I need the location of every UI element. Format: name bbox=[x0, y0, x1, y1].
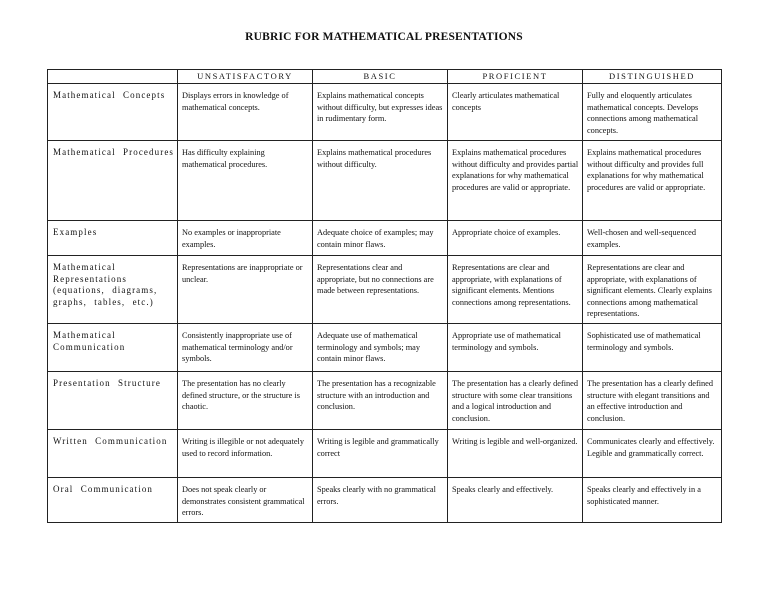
unsatisfactory-cell: The presentation has no clearly defined structure, or the structure is chaotic. bbox=[178, 372, 313, 430]
header-blank bbox=[48, 70, 178, 84]
distinguished-cell: Sophisticated use of mathematical terminology and symbols. bbox=[583, 324, 722, 372]
table-row bbox=[48, 221, 722, 256]
header-row bbox=[48, 70, 722, 84]
proficient-cell: Explains mathematical procedures without difficulty and provides partial explanations for why mathematical procedures are valid or appropriate. bbox=[448, 141, 583, 221]
unsatisfactory-cell: Representations are inappropriate or unclear. bbox=[178, 256, 313, 324]
unsatisfactory-cell: Consistently inappropriate use of mathematical terminology and/or symbols. bbox=[178, 324, 313, 372]
distinguished-cell: Fully and eloquently articulates mathematical concepts. Develops connections among mathematical concepts. bbox=[583, 84, 722, 141]
unsatisfactory-cell: No examples or inappropriate examples. bbox=[178, 221, 313, 256]
rubric-body bbox=[48, 84, 722, 523]
criterion-cell: Mathematical Communication bbox=[48, 324, 178, 372]
distinguished-cell: Explains mathematical procedures without difficulty and provides full explanations for why mathematical procedures are valid or appropriate. bbox=[583, 141, 722, 221]
criterion-cell: Mathematical Procedures bbox=[48, 141, 178, 221]
table-row bbox=[48, 372, 722, 430]
distinguished-cell: Well-chosen and well-sequenced examples. bbox=[583, 221, 722, 256]
basic-cell: Speaks clearly with no grammatical errors. bbox=[313, 478, 448, 523]
distinguished-cell: The presentation has a clearly defined structure with elegant transitions and an effective introduction and conclusion. bbox=[583, 372, 722, 430]
basic-cell: Adequate choice of examples; may contain minor flaws. bbox=[313, 221, 448, 256]
table-row bbox=[48, 256, 722, 324]
basic-cell: Representations clear and appropriate, but no connections are made between representations. bbox=[313, 256, 448, 324]
table-row bbox=[48, 141, 722, 221]
header-basic: BASIC bbox=[313, 70, 448, 84]
basic-cell: Explains mathematical procedures without difficulty. bbox=[313, 141, 448, 221]
header-distinguished: DISTINGUISHED bbox=[583, 70, 722, 84]
distinguished-cell: Communicates clearly and effectively. Legible and grammatically correct. bbox=[583, 430, 722, 478]
rubric-header bbox=[48, 70, 722, 84]
proficient-cell: Representations are clear and appropriate, with explanations of significant elements. Mentions connections among representations. bbox=[448, 256, 583, 324]
table-row bbox=[48, 430, 722, 478]
basic-cell: Writing is legible and grammatically correct bbox=[313, 430, 448, 478]
criterion-cell: Examples bbox=[48, 221, 178, 256]
table-row bbox=[48, 324, 722, 372]
proficient-cell: Appropriate choice of examples. bbox=[448, 221, 583, 256]
distinguished-cell: Representations are clear and appropriate, with explanations of significant elements. Clearly explains connections among mathematical representations. bbox=[583, 256, 722, 324]
unsatisfactory-cell: Displays errors in knowledge of mathematical concepts. bbox=[178, 84, 313, 141]
criterion-cell: Mathematical Concepts bbox=[48, 84, 178, 141]
proficient-cell: Clearly articulates mathematical concepts bbox=[448, 84, 583, 141]
proficient-cell: Appropriate use of mathematical terminology and symbols. bbox=[448, 324, 583, 372]
basic-cell: Explains mathematical concepts without difficulty, but expresses ideas in rudimentary form. bbox=[313, 84, 448, 141]
criterion-cell: Presentation Structure bbox=[48, 372, 178, 430]
header-proficient: PROFICIENT bbox=[448, 70, 583, 84]
table-row bbox=[48, 84, 722, 141]
unsatisfactory-cell: Has difficulty explaining mathematical procedures. bbox=[178, 141, 313, 221]
rubric-table bbox=[47, 69, 722, 523]
document-title: RUBRIC FOR MATHEMATICAL PRESENTATIONS bbox=[245, 31, 523, 43]
header-unsatisfactory: UNSATISFACTORY bbox=[178, 70, 313, 84]
unsatisfactory-cell: Does not speak clearly or demonstrates consistent grammatical errors. bbox=[178, 478, 313, 523]
basic-cell: Adequate use of mathematical terminology and symbols; may contain minor flaws. bbox=[313, 324, 448, 372]
criterion-cell: Oral Communication bbox=[48, 478, 178, 523]
basic-cell: The presentation has a recognizable structure with an introduction and conclusion. bbox=[313, 372, 448, 430]
distinguished-cell: Speaks clearly and effectively in a sophisticated manner. bbox=[583, 478, 722, 523]
criterion-cell: Written Communication bbox=[48, 430, 178, 478]
criterion-cell: Mathematical Representations (equations, diagrams, graphs, tables, etc.) bbox=[48, 256, 178, 324]
table-row bbox=[48, 478, 722, 523]
unsatisfactory-cell: Writing is illegible or not adequately used to record information. bbox=[178, 430, 313, 478]
proficient-cell: Writing is legible and well-organized. bbox=[448, 430, 583, 478]
proficient-cell: Speaks clearly and effectively. bbox=[448, 478, 583, 523]
proficient-cell: The presentation has a clearly defined structure with some clear transitions and a logical introduction and conclusion. bbox=[448, 372, 583, 430]
